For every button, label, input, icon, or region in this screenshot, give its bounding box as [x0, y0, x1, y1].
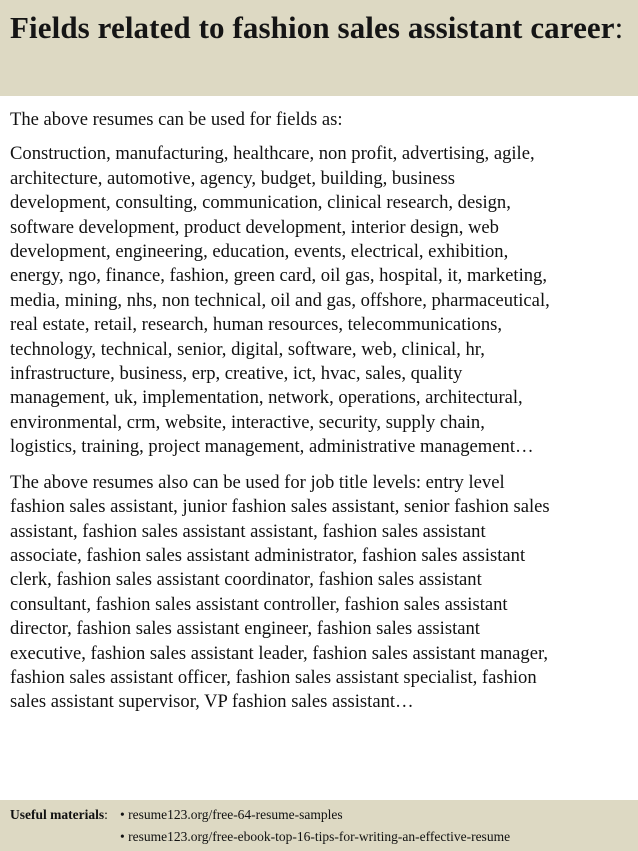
page-title-text: Fields related to fashion sales assistant career — [10, 10, 615, 45]
fields-line: energy, ngo, finance, fashion, green card, oil gas, hospital, it, marketing, — [10, 265, 547, 287]
levels-line: consultant, fashion sales assistant controller, fashion sales assistant — [10, 593, 508, 615]
levels-line: director, fashion sales assistant engineer, fashion sales assistant — [10, 618, 480, 640]
fields-line: real estate, retail, research, human resources, telecommunications, — [10, 314, 502, 336]
fields-line: environmental, crm, website, interactive, security, supply chain, — [10, 411, 485, 433]
levels-line: fashion sales assistant, junior fashion sales assistant, senior fashion sales — [10, 496, 550, 518]
page-title-colon: : — [614, 10, 624, 45]
fields-line: development, engineering, education, events, electrical, exhibition, — [10, 241, 509, 263]
useful-materials-colon: : — [104, 807, 108, 822]
resource-link[interactable]: • resume123.org/free-ebook-top-16-tips-for-writing-an-effective-resume — [120, 829, 511, 844]
footer-indent — [10, 826, 120, 848]
fields-line: management, uk, implementation, network, operations, architectural, — [10, 387, 523, 409]
fields-line: logistics, training, project management, administrative management… — [10, 436, 534, 458]
levels-line: clerk, fashion sales assistant coordinator, fashion sales assistant — [10, 569, 482, 591]
footer-row — [10, 804, 628, 826]
fields-line: architecture, automotive, agency, budget, building, business — [10, 167, 455, 189]
levels-line: fashion sales assistant officer, fashion sales assistant specialist, fashion — [10, 666, 537, 688]
fields-line: technology, technical, senior, digital, software, web, clinical, hr, — [10, 338, 485, 360]
useful-materials-label — [10, 804, 120, 826]
title-band — [0, 0, 638, 96]
fields-line: Construction, manufacturing, healthcare, non profit, advertising, agile, — [10, 143, 535, 165]
useful-materials-label-text: Useful materials — [10, 807, 105, 822]
fields-line: infrastructure, business, erp, creative, ict, hvac, sales, quality — [10, 363, 463, 385]
levels-line: executive, fashion sales assistant leader, fashion sales assistant manager, — [10, 642, 549, 664]
levels-line: associate, fashion sales assistant administrator, fashion sales assistant — [10, 544, 526, 566]
page-title — [10, 9, 628, 47]
resource-link[interactable]: • resume123.org/free-64-resume-samples — [120, 807, 343, 822]
fields-line: development, consulting, communication, clinical research, design, — [10, 192, 511, 214]
fields-line: software development, product development, interior design, web — [10, 216, 499, 238]
fields-line: media, mining, nhs, non technical, oil and gas, offshore, pharmaceutical, — [10, 289, 550, 311]
main-content — [10, 108, 634, 726]
footer-band — [0, 800, 638, 851]
levels-line: assistant, fashion sales assistant assistant, fashion sales assistant — [10, 520, 486, 542]
levels-line: sales assistant supervisor, VP fashion sales assistant… — [10, 691, 414, 713]
intro-text: The above resumes can be used for fields as: — [10, 109, 343, 130]
levels-line: The above resumes also can be used for job title levels: entry level — [10, 471, 505, 493]
levels-paragraph — [10, 471, 634, 715]
footer-row — [10, 826, 628, 848]
fields-paragraph — [10, 142, 634, 459]
